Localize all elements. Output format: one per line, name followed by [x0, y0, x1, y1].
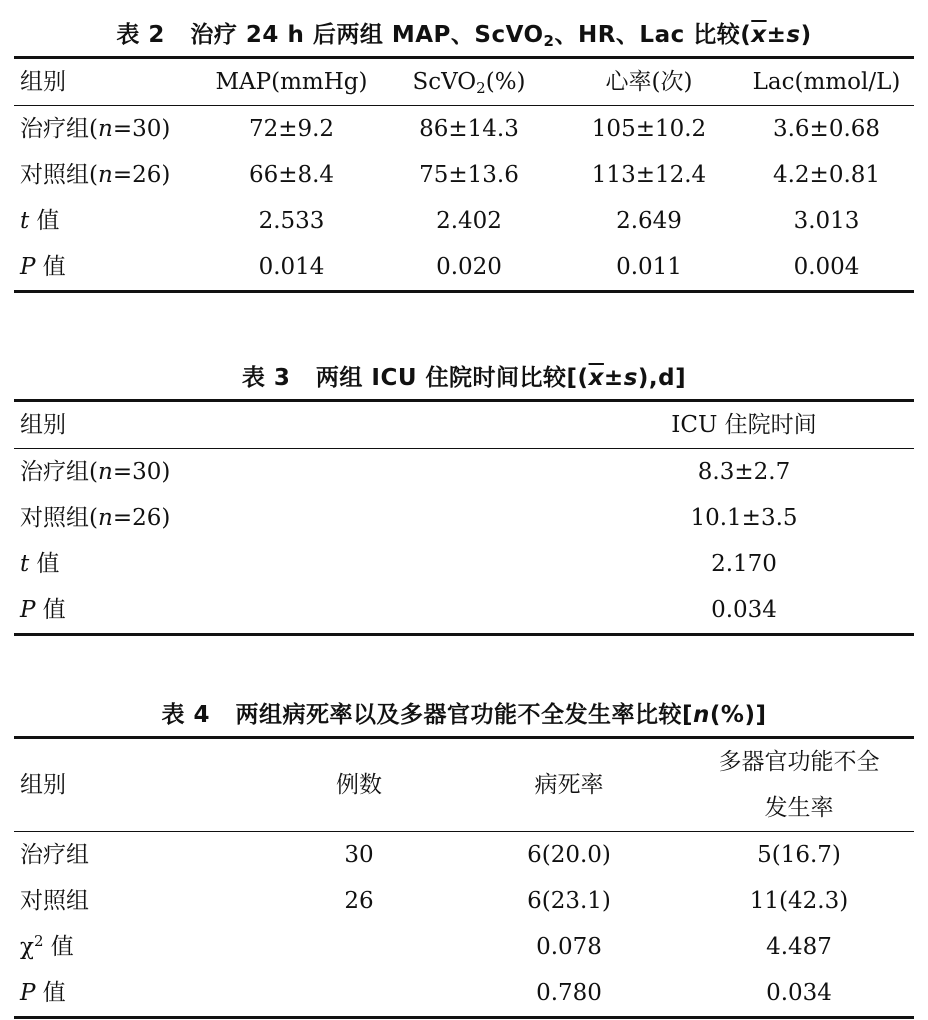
p-value-row — [14, 970, 914, 1018]
table-row — [14, 878, 914, 924]
cell-cases: 30 — [344, 842, 374, 868]
cell-mortality: 6(23.1) — [527, 888, 611, 914]
row-label: t 值 — [20, 208, 60, 234]
cell-hr: 2.649 — [616, 208, 682, 234]
cell-map: 2.533 — [258, 208, 325, 234]
table2-header-row — [14, 58, 914, 106]
p-value-row — [14, 244, 914, 292]
cell-icu: 2.170 — [711, 551, 777, 577]
cell-icu: 10.1±3.5 — [690, 505, 798, 531]
table4-caption-number: 表 4 — [161, 702, 210, 728]
cell-scvo2: 86±14.3 — [419, 116, 519, 142]
table4-caption-end: (%)] — [709, 702, 767, 728]
row-label: P 值 — [20, 254, 66, 280]
table2-caption-xbar: $\overline{x}$ — [751, 22, 767, 48]
table2-caption-sub: 2 — [543, 32, 555, 50]
table3-caption-text: 两组 ICU 住院时间比较[( — [315, 365, 589, 391]
table-row — [14, 449, 914, 496]
table4-header-mortality: 病死率 — [534, 772, 604, 798]
table4-block — [14, 700, 914, 1019]
cell-mods: 5(16.7) — [757, 842, 841, 868]
table-row — [14, 495, 914, 541]
cell-cases: 26 — [344, 888, 374, 914]
cell-hr: 105±10.2 — [591, 116, 707, 142]
table4-caption — [14, 700, 914, 736]
table2-caption-pm: ± — [766, 22, 787, 48]
table3-header-icu: ICU 住院时间 — [671, 412, 817, 438]
table4-header-mods: 多器官功能不全 发生率 — [718, 749, 880, 821]
row-label: 对照组 — [20, 888, 89, 914]
row-label: 对照组(n=26) — [20, 505, 171, 531]
table3-caption-end: ),d] — [637, 365, 687, 391]
cell-icu: 0.034 — [711, 597, 777, 623]
table4-header-row — [14, 738, 914, 832]
table-row — [14, 152, 914, 198]
cell-mortality: 6(20.0) — [527, 842, 611, 868]
t-value-row — [14, 198, 914, 244]
cell-scvo2: 75±13.6 — [419, 162, 519, 188]
cell-map: 72±9.2 — [248, 116, 335, 142]
chi-square-row — [14, 924, 914, 970]
table2-caption-text2: 、HR、Lac 比较( — [554, 22, 752, 48]
t-value-row — [14, 541, 914, 587]
table3-caption-xbar: $\overline{x}$ — [588, 365, 604, 391]
table2 — [14, 56, 914, 293]
table3-caption-s: s — [623, 365, 638, 391]
p-value-row — [14, 587, 914, 635]
cell-scvo2: 0.020 — [436, 254, 502, 280]
table3-header-group: 组别 — [20, 412, 66, 438]
table2-header-map: MAP(mmHg) — [215, 69, 368, 95]
cell-hr: 113±12.4 — [591, 162, 707, 188]
cell-icu: 8.3±2.7 — [697, 459, 791, 485]
cell-cases — [264, 924, 454, 970]
cell-hr: 0.011 — [616, 254, 682, 280]
cell-lac: 3.6±0.68 — [772, 116, 881, 142]
table2-caption-number: 表 2 — [116, 22, 165, 48]
table2-header-group: 组别 — [20, 69, 66, 95]
cell-map: 0.014 — [258, 254, 325, 280]
table3-caption — [14, 363, 914, 399]
table4-header-group: 组别 — [20, 772, 66, 798]
table2-block — [14, 20, 914, 293]
table2-caption-s: s — [786, 22, 801, 48]
row-label: P 值 — [20, 597, 66, 623]
row-label: t 值 — [20, 551, 60, 577]
table3-block — [14, 363, 914, 636]
table2-header-scvo2: ScVO$_2$(%) — [412, 69, 526, 97]
table4-caption-text: 两组病死率以及多器官功能不全发生率比较[ — [235, 702, 694, 728]
table3 — [14, 399, 914, 636]
table-row — [14, 106, 914, 153]
row-label: 治疗组(n=30) — [20, 116, 171, 142]
cell-lac: 4.2±0.81 — [772, 162, 881, 188]
table2-header-hr: 心率(次) — [605, 69, 693, 95]
cell-scvo2: 2.402 — [436, 208, 502, 234]
table2-caption — [14, 20, 914, 56]
table2-header-lac: Lac(mmol/L) — [752, 69, 901, 95]
row-label: $\chi^2$ 值 — [20, 932, 74, 960]
cell-lac: 3.013 — [793, 208, 860, 234]
cell-mods: 11(42.3) — [749, 888, 849, 914]
row-label: 治疗组 — [20, 842, 89, 868]
table4-header-cases: 例数 — [336, 772, 382, 798]
table3-caption-number: 表 3 — [241, 365, 291, 391]
cell-mods: 0.034 — [766, 980, 832, 1006]
row-label: P 值 — [20, 980, 66, 1006]
cell-mortality: 0.780 — [536, 980, 602, 1006]
cell-lac: 0.004 — [793, 254, 860, 280]
cell-map: 66±8.4 — [248, 162, 335, 188]
table3-header-row — [14, 401, 914, 449]
row-label: 治疗组(n=30) — [20, 459, 171, 485]
table4 — [14, 736, 914, 1019]
cell-mortality: 0.078 — [536, 934, 602, 960]
cell-cases — [264, 970, 454, 1018]
table4-caption-n: n — [693, 702, 710, 728]
table3-caption-pm: ± — [603, 365, 624, 391]
row-label: 对照组(n=26) — [20, 162, 171, 188]
table2-caption-end: ) — [800, 22, 812, 48]
table-row — [14, 832, 914, 879]
table2-caption-text: 治疗 24 h 后两组 MAP、ScVO — [190, 22, 544, 48]
cell-mods: 4.487 — [766, 934, 832, 960]
